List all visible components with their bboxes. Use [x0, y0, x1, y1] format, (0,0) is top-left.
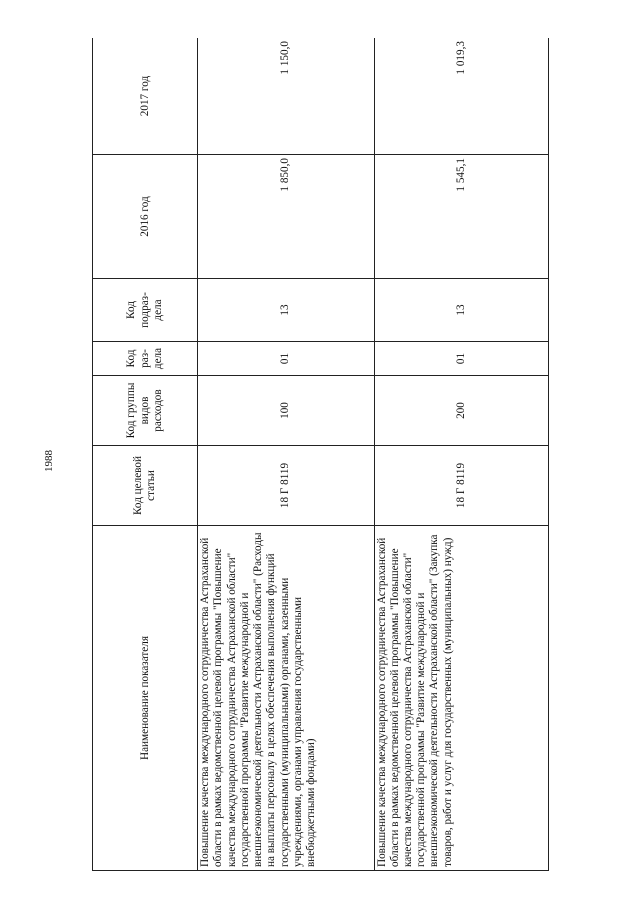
row-name: Повышение качества международного сотрудничества Астраханской области в рамках ведомственной целевой программы "Повышение качества международного сотрудничества Астраханской области" государственной программы "Развитие международной и внешнеэкономической деятельности Астраханской области" (Расходы на выплаты персоналу в целях обеспечения выполнения функций государственными (муниципальными) органами, казенными учреждениями, органами управления государственными внебюджетными фондами)	[198, 526, 374, 871]
budget-table-frame	[92, 38, 549, 871]
header-rz: Код раз-дела	[93, 342, 198, 376]
row-pr: 13	[374, 279, 548, 342]
rotated-content	[92, 38, 549, 871]
row-rz: 01	[198, 342, 374, 376]
header-name: Наименование показателя	[93, 526, 198, 871]
row-kcs: 18 Г 8119	[198, 446, 374, 526]
table-row	[198, 38, 374, 871]
header-2016: 2016 год	[93, 155, 198, 279]
header-2017: 2017 год	[93, 38, 198, 155]
row-kvr: 200	[374, 376, 548, 446]
budget-table	[92, 38, 549, 871]
row-rz: 01	[374, 342, 548, 376]
page-number-text: 1988	[43, 450, 55, 472]
row-pr: 13	[198, 279, 374, 342]
row-kvr: 100	[198, 376, 374, 446]
header-kvr: Код группы видов расходов	[93, 376, 198, 446]
table-row	[374, 38, 548, 871]
header-kcs: Код целевой статьи	[93, 446, 198, 526]
header-pr: Код подраз-дела	[93, 279, 198, 342]
row-2017: 1 019,3	[374, 38, 548, 155]
row-2016: 1 850,0	[198, 155, 374, 279]
row-name: Повышение качества международного сотрудничества Астраханской области в рамках ведомственной целевой программы "Повышение качества международного сотрудничества Астраханской области" государственной программы "Развитие международной и внешнеэкономической деятельности Астраханской области" (Закупка товаров, работ и услуг для государственных (муниципальных) нужд)	[374, 526, 548, 871]
row-2016: 1 545,1	[374, 155, 548, 279]
row-2017: 1 150,0	[198, 38, 374, 155]
page-number	[39, 441, 59, 481]
row-kcs: 18 Г 8119	[374, 446, 548, 526]
header-row	[93, 38, 198, 871]
